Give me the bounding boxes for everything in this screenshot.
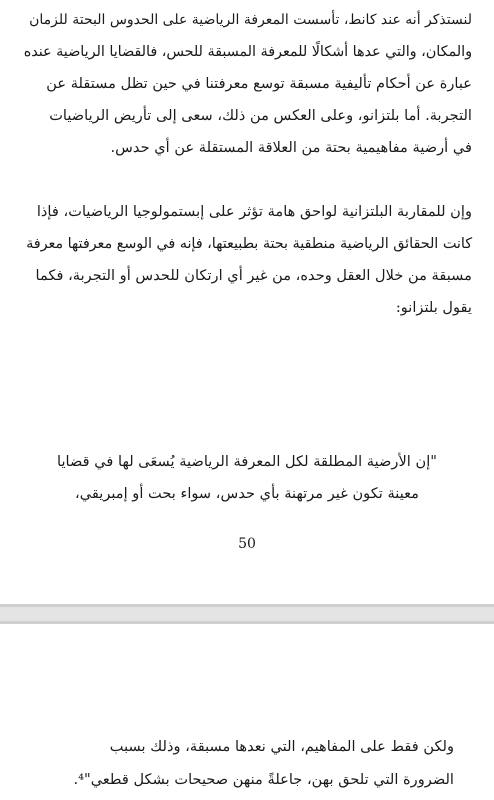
paragraph-line: كانت الحقائق الرياضية منطقية بحتة بطبيعتها، فإنه في الوسع معرفتها معرفة [26,236,472,252]
quote-continuation [40,730,454,796]
quote-line: "إن الأرضية المطلقة لكل المعرفة الرياضية يُسعَى لها في قضايا [57,453,437,470]
paragraph-line: وإن للمقاربة البلتزانية لواحق هامة تؤثر على إبستمولوجيا الرياضيات، فإذا [36,203,472,220]
page-edge-top [0,604,494,607]
paragraph-kant-bolzano [22,4,472,164]
paragraph-bolzano-approach [22,196,472,324]
page-separator [0,604,494,624]
page-number: 50 [238,536,256,552]
block-quote [22,446,472,510]
paragraph-line: عبارة عن أحكام تأليفية مسبقة توسع معرفتنا في حين تظل مستقلة عن [46,75,472,92]
paragraph-line: لنستذكر أنه عند كانط، تأسست المعرفة الرياضية على الحدوس البحتة للزمان [29,12,472,28]
document-page-bottom [0,624,494,800]
paragraph-line: في أرضية مفاهيمية بحتة من العلاقة المستقلة عن أي حدس. [110,139,472,156]
quote-line: معينة تكون غير مرتهنة بأي حدس، سواء بحت أو إمبريقي، [75,485,419,502]
paragraph-line: يقول بلتزانو: [395,299,472,316]
paragraph-line: التجربة. أما بلتزانو، وعلى العكس من ذلك، سعى إلى تأريض الرياضيات [49,107,472,124]
paragraph-line: والمكان، والتي عدها أشكالًا للمعرفة المسبقة للحس، فالقضايا الرياضية عنده [23,44,472,60]
quote-line: الضرورة التي تلحق بهن، جاعلةً منهن صحيحات بشكل قطعي"⁴. [73,771,454,788]
paragraph-line: مسبقة من خلال العقل وحده، من غير أي ارتكان للحدس أو التجربة، فكما [35,267,472,284]
quote-line: ولكن فقط على المفاهيم، التي نعدها مسبقة، وذلك بسبب [109,738,454,755]
